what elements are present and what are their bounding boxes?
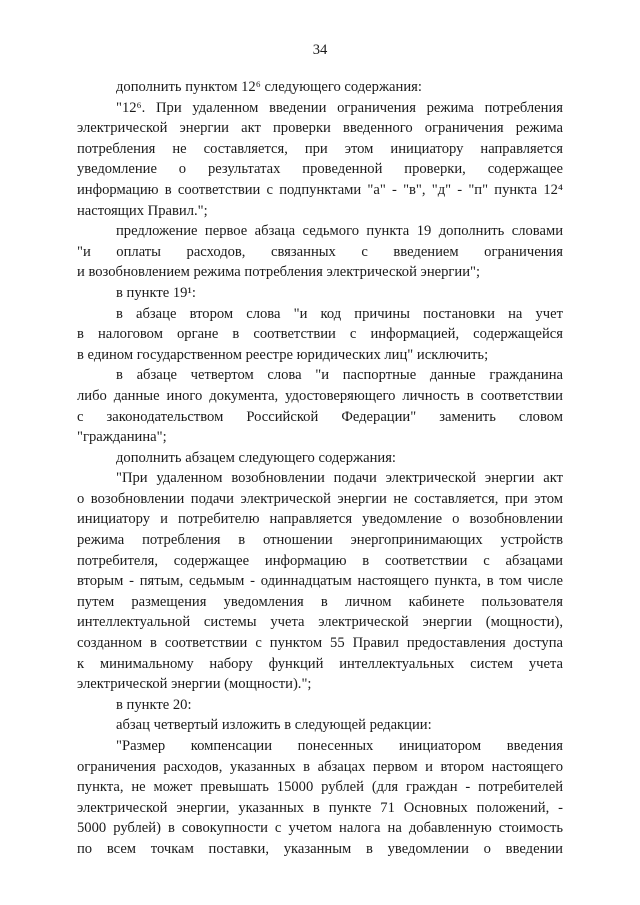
- text-line: "гражданина";: [77, 429, 167, 446]
- text-line: вторым - пятым, седьмым - одиннадцатым настоящего пункта, в том числе: [77, 573, 563, 590]
- text-line: инициатору и потребителю направляется уведомление о возобновлении: [77, 511, 563, 528]
- text-line: с законодательством Российской Федерации" заменить словом: [77, 408, 563, 425]
- text-line: настоящих Правил.";: [77, 202, 208, 219]
- text-line: и возобновлением режима потребления электрической энергии";: [77, 264, 481, 281]
- text-line: по всем точкам поставки, указанным в уведомлении о введении: [77, 840, 563, 857]
- page-number: 34: [312, 42, 328, 58]
- text-line: электрической энергии (мощности).";: [77, 676, 312, 693]
- text-line: в абзаце втором слова "и код причины постановки на учет: [116, 305, 563, 322]
- text-line: в абзаце четвертом слова "и паспортные данные гражданина: [116, 367, 563, 384]
- text-line: созданном в соответствии с пунктом 55 Правил предоставления доступа: [77, 635, 563, 652]
- text-line: в едином государственном реестре юридических лиц" исключить;: [77, 346, 489, 363]
- text-line: режима потребления в отношении энергопринимающих устройств: [77, 532, 563, 549]
- text-line: 5000 рублей) в совокупности с учетом налога на добавленную стоимость: [77, 820, 563, 837]
- text-line: пункта, не может превышать 15000 рублей (для граждан - потребителей: [77, 779, 563, 796]
- text-line: дополнить пунктом 12⁶ следующего содержания:: [116, 79, 422, 95]
- document-body: [77, 77, 563, 860]
- text-line: "При удаленном возобновлении подачи электрической энергии акт: [116, 470, 563, 487]
- text-line: о возобновлении подачи электрической энергии не составляется, при этом: [77, 490, 563, 507]
- text-line: в налоговом органе в соответствии с информацией, содержащейся: [77, 326, 563, 343]
- text-line: интеллектуальной системы учета электрической энергии (мощности),: [77, 614, 563, 631]
- text-line: в пункте 20:: [116, 696, 192, 713]
- text-line: уведомление о результатах проведенной проверки, содержащее: [77, 161, 563, 178]
- text-line: "Размер компенсации понесенных инициатором введения: [116, 738, 563, 754]
- text-line: "12⁶. При удаленном введении ограничения режима потребления: [116, 99, 563, 116]
- text-line: к минимальному набору функций интеллектуальных систем учета: [77, 655, 563, 672]
- text-line: либо данные иного документа, удостоверяющего личность в соответствии: [77, 387, 563, 404]
- text-line: абзац четвертый изложить в следующей редакции:: [116, 717, 432, 734]
- text-line: в пункте 19¹:: [116, 284, 196, 301]
- text-line: потребления не составляется, при этом инициатору направляется: [77, 140, 563, 157]
- text-line: потребителя, содержащее информацию в соответствии с абзацами: [77, 552, 563, 569]
- text-line: информацию в соответствии с подпунктами "а" - "в", "д" - "п" пункта 12⁴: [77, 181, 563, 198]
- text-line: ограничения расходов, указанных в абзацах первом и втором настоящего: [77, 758, 563, 775]
- text-line: электрической энергии, указанных в пункте 71 Основных положений, -: [77, 799, 563, 816]
- text-line: путем размещения уведомления в личном кабинете пользователя: [77, 593, 563, 610]
- text-line: предложение первое абзаца седьмого пункта 19 дополнить словами: [116, 223, 563, 240]
- text-line: дополнить абзацем следующего содержания:: [116, 449, 396, 466]
- text-line: электрической энергии акт проверки введенного ограничения режима: [77, 120, 563, 137]
- text-line: "и оплаты расходов, связанных с введением ограничения: [77, 243, 563, 260]
